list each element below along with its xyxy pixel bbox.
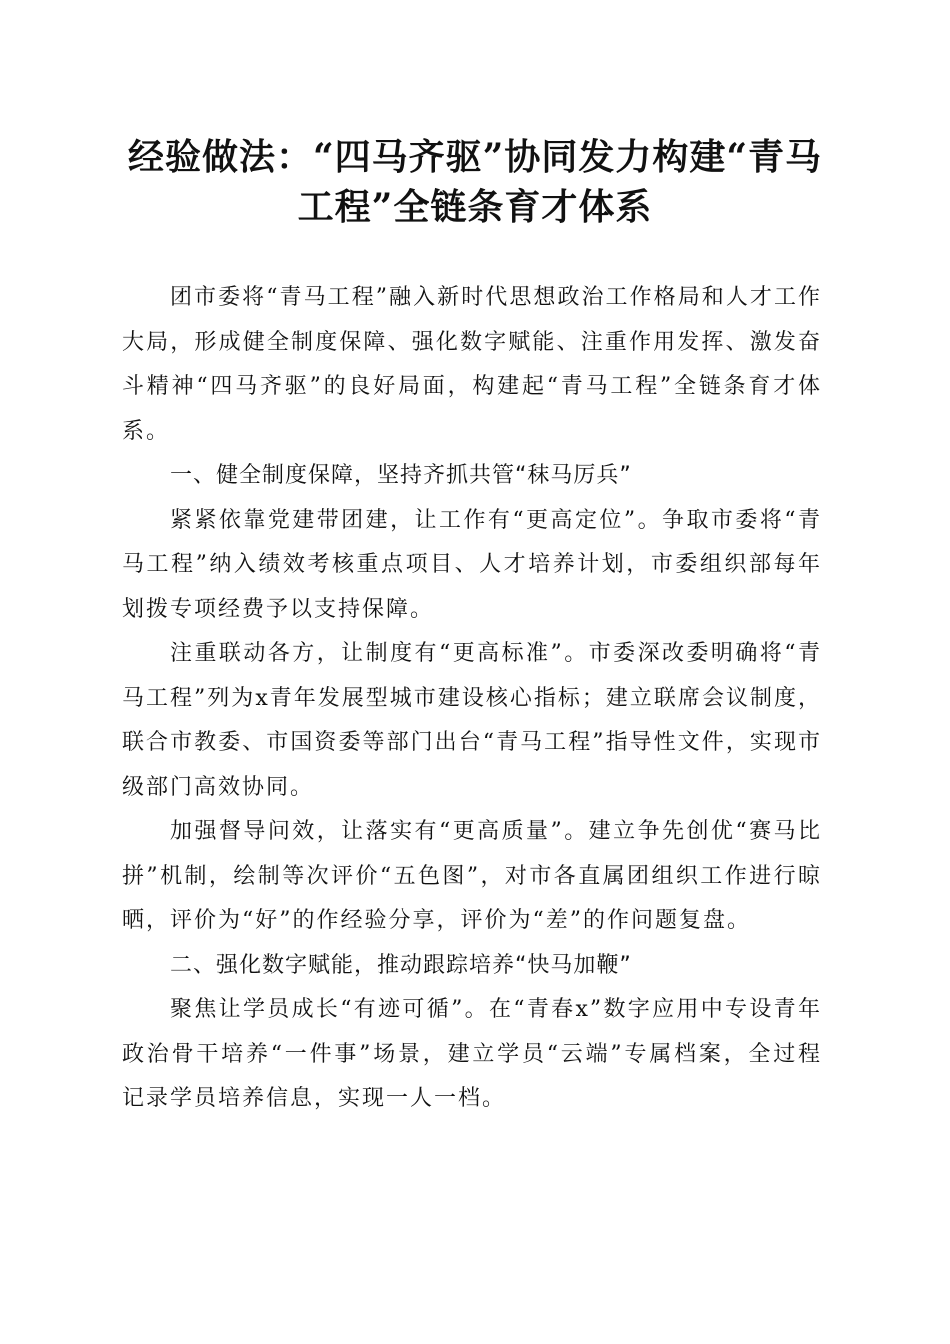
section-2-paragraph-1: 聚焦让学员成长“有迹可循”。在“青春x”数字应用中专设青年政治骨干培养“一件事”场景，建立学员“云端”专属档案，全过程记录学员培养信息，实现一人一档。 [122, 997, 822, 1111]
section-2-heading: 二、强化数字赋能，推动跟踪培养“快马加鞭” [170, 952, 632, 978]
section-1-paragraph-2: 注重联动各方，让制度有“更高标准”。市委深改委明确将“青马工程”列为x青年发展型城市建设核心指标；建立联席会议制度，联合市教委、市国资委等部门出台“青马工程”指导性文件，实现市级部门高效协同。 [122, 641, 822, 800]
section-1-paragraph-3: 加强督导问效，让落实有“更高质量”。建立争先创优“赛马比拼”机制，绘制等次评价“五色图”，对市各直属团组织工作进行晾晒，评价为“好”的作经验分享，评价为“差”的作问题复盘。 [122, 819, 822, 933]
document-title: 经验做法：“四马齐驱”协同发力构建“青马工程”全链条育才体系 [127, 136, 823, 228]
intro-paragraph: 团市委将“青马工程”融入新时代思想政治工作格局和人才工作大局，形成健全制度保障、强化数字赋能、注重作用发挥、激发奋斗精神“四马齐驱”的良好局面，构建起“青马工程”全链条育才体系。 [122, 285, 822, 444]
section-1-paragraph-1: 紧紧依靠党建带团建，让工作有“更高定位”。争取市委将“青马工程”纳入绩效考核重点项目、人才培养计划，市委组织部每年划拨专项经费予以支持保障。 [122, 507, 822, 622]
document-body [122, 276, 822, 1122]
section-1-heading: 一、健全制度保障，坚持齐抓共管“秣马厉兵” [170, 463, 632, 488]
